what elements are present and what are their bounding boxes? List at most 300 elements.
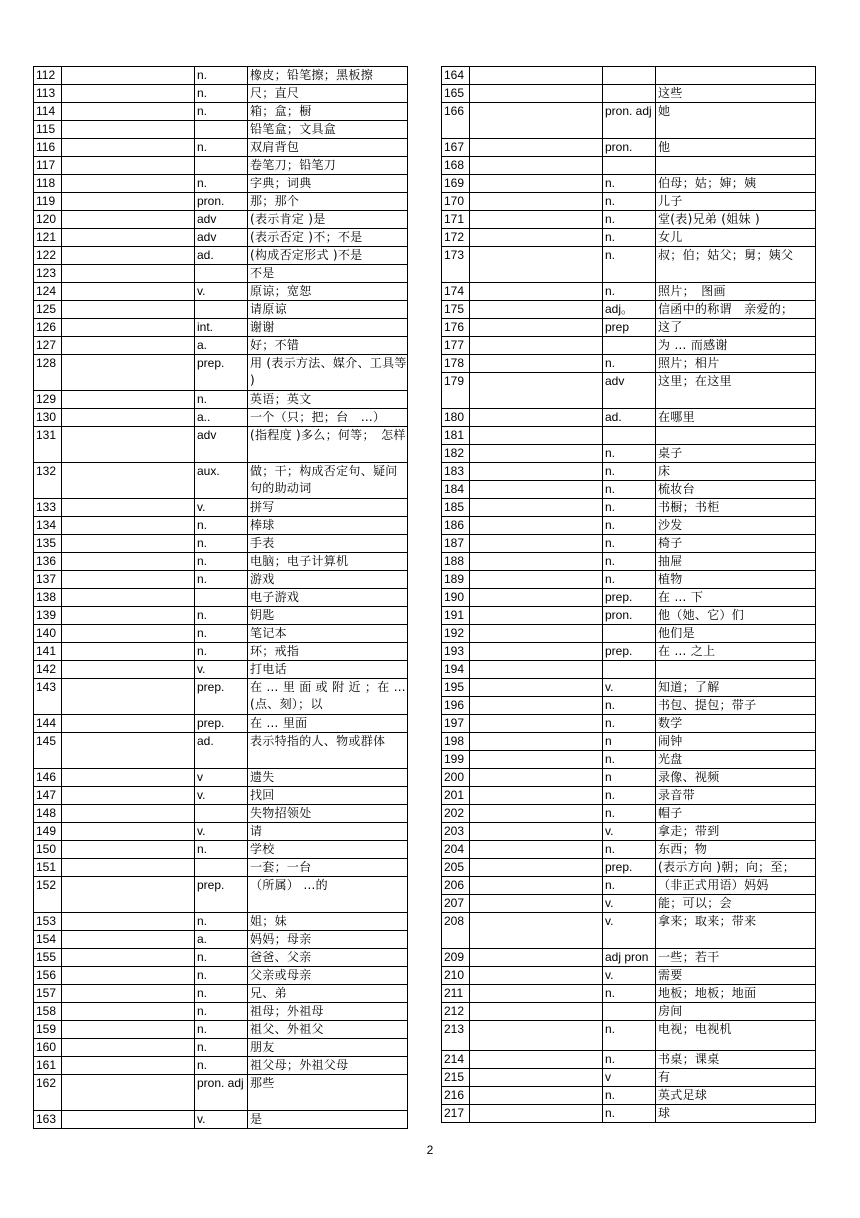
chinese-meaning: 录音带 xyxy=(656,787,816,805)
chinese-meaning xyxy=(656,427,816,445)
table-row xyxy=(34,985,408,1003)
part-of-speech: v. xyxy=(195,499,248,517)
table-row xyxy=(442,913,816,949)
entry-number: 120 xyxy=(34,211,62,229)
chinese-meaning: 信函中的称谓 亲爱的； xyxy=(656,301,816,319)
english-word-cell xyxy=(470,157,603,175)
english-word-cell xyxy=(470,517,603,535)
entry-number: 134 xyxy=(34,517,62,535)
english-word-cell xyxy=(62,859,195,877)
chinese-meaning: 表示特指的人、物或群体 xyxy=(248,733,408,769)
entry-number: 179 xyxy=(442,373,470,409)
entry-number: 165 xyxy=(442,85,470,103)
table-row xyxy=(34,1003,408,1021)
chinese-meaning: 一套；一台 xyxy=(248,859,408,877)
chinese-meaning: 桌子 xyxy=(656,445,816,463)
english-word-cell xyxy=(62,1021,195,1039)
table-row xyxy=(34,931,408,949)
chinese-meaning: 英语；英文 xyxy=(248,391,408,409)
entry-number: 196 xyxy=(442,697,470,715)
chinese-meaning: 儿子 xyxy=(656,193,816,211)
english-word-cell xyxy=(62,85,195,103)
english-word-cell xyxy=(470,535,603,553)
part-of-speech: pron. adj xyxy=(195,1075,248,1111)
chinese-meaning: 找回 xyxy=(248,787,408,805)
chinese-meaning: 棒球 xyxy=(248,517,408,535)
english-word-cell xyxy=(62,193,195,211)
entry-number: 149 xyxy=(34,823,62,841)
chinese-meaning: 书橱；书柜 xyxy=(656,499,816,517)
english-word-cell xyxy=(62,355,195,391)
entry-number: 215 xyxy=(442,1069,470,1087)
table-row xyxy=(34,859,408,877)
table-row xyxy=(34,67,408,85)
entry-number: 186 xyxy=(442,517,470,535)
chinese-meaning: 录像、视频 xyxy=(656,769,816,787)
entry-number: 166 xyxy=(442,103,470,139)
table-row xyxy=(442,229,816,247)
part-of-speech: n. xyxy=(195,553,248,571)
chinese-meaning: 橡皮；铅笔擦；黑板擦 xyxy=(248,67,408,85)
english-word-cell xyxy=(470,1105,603,1123)
english-word-cell xyxy=(470,895,603,913)
part-of-speech: n. xyxy=(195,85,248,103)
chinese-meaning: 照片； 图画 xyxy=(656,283,816,301)
table-row xyxy=(34,1039,408,1057)
chinese-meaning: 请 xyxy=(248,823,408,841)
entry-number: 133 xyxy=(34,499,62,517)
chinese-meaning: 好；不错 xyxy=(248,337,408,355)
entry-number: 154 xyxy=(34,931,62,949)
entry-number: 198 xyxy=(442,733,470,751)
chinese-meaning: 这里；在这里 xyxy=(656,373,816,409)
part-of-speech: n. xyxy=(195,1039,248,1057)
part-of-speech: v. xyxy=(603,913,656,949)
entry-number: 187 xyxy=(442,535,470,553)
entry-number: 182 xyxy=(442,445,470,463)
chinese-meaning: 兄、弟 xyxy=(248,985,408,1003)
entry-number: 121 xyxy=(34,229,62,247)
english-word-cell xyxy=(62,499,195,517)
part-of-speech: n. xyxy=(195,517,248,535)
part-of-speech: n. xyxy=(603,1021,656,1051)
part-of-speech: adv xyxy=(603,373,656,409)
table-row xyxy=(442,175,816,193)
chinese-meaning: 沙发 xyxy=(656,517,816,535)
english-word-cell xyxy=(62,535,195,553)
table-row xyxy=(442,679,816,697)
english-word-cell xyxy=(62,823,195,841)
part-of-speech: n. xyxy=(195,175,248,193)
entry-number: 158 xyxy=(34,1003,62,1021)
table-row xyxy=(34,175,408,193)
entry-number: 131 xyxy=(34,427,62,463)
chinese-meaning: 闹钟 xyxy=(656,733,816,751)
part-of-speech: prep xyxy=(603,319,656,337)
entry-number: 114 xyxy=(34,103,62,121)
chinese-meaning: 椅子 xyxy=(656,535,816,553)
entry-number: 217 xyxy=(442,1105,470,1123)
chinese-meaning: 父亲或母亲 xyxy=(248,967,408,985)
entry-number: 145 xyxy=(34,733,62,769)
chinese-meaning: 这些 xyxy=(656,85,816,103)
part-of-speech: n. xyxy=(603,985,656,1003)
part-of-speech: v. xyxy=(195,823,248,841)
chinese-meaning: (表示肯定 )是 xyxy=(248,211,408,229)
part-of-speech xyxy=(603,1003,656,1021)
entry-number: 192 xyxy=(442,625,470,643)
chinese-meaning xyxy=(656,67,816,85)
english-word-cell xyxy=(470,229,603,247)
english-word-cell xyxy=(470,985,603,1003)
entry-number: 147 xyxy=(34,787,62,805)
table-row xyxy=(34,823,408,841)
table-row xyxy=(442,553,816,571)
entry-number: 125 xyxy=(34,301,62,319)
english-word-cell xyxy=(470,841,603,859)
entry-number: 156 xyxy=(34,967,62,985)
english-word-cell xyxy=(62,1111,195,1129)
english-word-cell xyxy=(470,463,603,481)
entry-number: 140 xyxy=(34,625,62,643)
table-row xyxy=(442,589,816,607)
part-of-speech: ad. xyxy=(195,247,248,265)
table-row xyxy=(34,1057,408,1075)
english-word-cell xyxy=(470,823,603,841)
english-word-cell xyxy=(470,859,603,877)
part-of-speech: n. xyxy=(603,283,656,301)
entry-number: 205 xyxy=(442,859,470,877)
entry-number: 129 xyxy=(34,391,62,409)
page-number: 2 xyxy=(426,1143,434,1157)
table-row xyxy=(34,787,408,805)
chinese-meaning: （非正式用语）妈妈 xyxy=(656,877,816,895)
table-row xyxy=(34,139,408,157)
part-of-speech: pron. xyxy=(603,139,656,157)
entry-number: 176 xyxy=(442,319,470,337)
table-row xyxy=(442,247,816,283)
english-word-cell xyxy=(470,139,603,157)
table-row xyxy=(34,625,408,643)
english-word-cell xyxy=(62,409,195,427)
part-of-speech: n. xyxy=(195,643,248,661)
table-row xyxy=(442,211,816,229)
english-word-cell xyxy=(470,373,603,409)
table-row xyxy=(442,1003,816,1021)
part-of-speech xyxy=(195,589,248,607)
chinese-meaning: 房间 xyxy=(656,1003,816,1021)
chinese-meaning: 叔；伯；姑父；舅；姨父 xyxy=(656,247,816,283)
entry-number: 197 xyxy=(442,715,470,733)
part-of-speech: int. xyxy=(195,319,248,337)
part-of-speech xyxy=(603,337,656,355)
chinese-meaning: 这了 xyxy=(656,319,816,337)
part-of-speech: n. xyxy=(195,967,248,985)
chinese-meaning: 抽屉 xyxy=(656,553,816,571)
table-row xyxy=(34,679,408,715)
chinese-meaning: 姐；妹 xyxy=(248,913,408,931)
table-row xyxy=(442,445,816,463)
part-of-speech: prep. xyxy=(603,643,656,661)
english-word-cell xyxy=(62,283,195,301)
part-of-speech: n. xyxy=(603,1105,656,1123)
part-of-speech: prep. xyxy=(195,355,248,391)
entry-number: 177 xyxy=(442,337,470,355)
part-of-speech: n. xyxy=(195,391,248,409)
part-of-speech: n. xyxy=(603,535,656,553)
english-word-cell xyxy=(62,949,195,967)
part-of-speech: n. xyxy=(195,67,248,85)
part-of-speech: n. xyxy=(603,1051,656,1069)
chinese-meaning xyxy=(656,661,816,679)
english-word-cell xyxy=(470,1069,603,1087)
entry-number: 208 xyxy=(442,913,470,949)
english-word-cell xyxy=(470,337,603,355)
entry-number: 116 xyxy=(34,139,62,157)
english-word-cell xyxy=(62,967,195,985)
entry-number: 126 xyxy=(34,319,62,337)
english-word-cell xyxy=(62,841,195,859)
table-row xyxy=(442,895,816,913)
english-word-cell xyxy=(470,715,603,733)
table-row xyxy=(34,283,408,301)
chinese-meaning: 失物招领处 xyxy=(248,805,408,823)
chinese-meaning: 植物 xyxy=(656,571,816,589)
chinese-meaning: 书桌；课桌 xyxy=(656,1051,816,1069)
part-of-speech xyxy=(603,661,656,679)
part-of-speech: n. xyxy=(195,535,248,553)
table-row xyxy=(442,301,816,319)
table-row xyxy=(442,481,816,499)
table-row xyxy=(442,427,816,445)
vocab-table-left-body xyxy=(34,67,408,1129)
table-row xyxy=(34,337,408,355)
part-of-speech: n. xyxy=(603,877,656,895)
table-row xyxy=(34,121,408,139)
part-of-speech: v xyxy=(195,769,248,787)
part-of-speech: ad. xyxy=(603,409,656,427)
english-word-cell xyxy=(62,139,195,157)
part-of-speech: n. xyxy=(603,193,656,211)
entry-number: 210 xyxy=(442,967,470,985)
chinese-meaning: 尺；直尺 xyxy=(248,85,408,103)
english-word-cell xyxy=(62,265,195,283)
english-word-cell xyxy=(62,877,195,913)
english-word-cell xyxy=(62,463,195,499)
entry-number: 112 xyxy=(34,67,62,85)
chinese-meaning: 球 xyxy=(656,1105,816,1123)
table-row xyxy=(442,535,816,553)
chinese-meaning: 钥匙 xyxy=(248,607,408,625)
english-word-cell xyxy=(62,985,195,1003)
entry-number: 122 xyxy=(34,247,62,265)
chinese-meaning xyxy=(656,157,816,175)
table-row xyxy=(34,247,408,265)
part-of-speech xyxy=(603,85,656,103)
table-row xyxy=(442,625,816,643)
table-row xyxy=(442,463,816,481)
part-of-speech: n. xyxy=(603,715,656,733)
part-of-speech: pron. adj xyxy=(603,103,656,139)
chinese-meaning: 英式足球 xyxy=(656,1087,816,1105)
entry-number: 178 xyxy=(442,355,470,373)
entry-number: 194 xyxy=(442,661,470,679)
english-word-cell xyxy=(62,571,195,589)
table-row xyxy=(442,1105,816,1123)
table-row xyxy=(34,355,408,391)
entry-number: 138 xyxy=(34,589,62,607)
table-row xyxy=(442,805,816,823)
part-of-speech: v. xyxy=(603,967,656,985)
table-row xyxy=(442,859,816,877)
part-of-speech: adv xyxy=(195,229,248,247)
table-row xyxy=(442,877,816,895)
chinese-meaning: 她 xyxy=(656,103,816,139)
chinese-meaning: 铅笔盒；文具盒 xyxy=(248,121,408,139)
entry-number: 203 xyxy=(442,823,470,841)
english-word-cell xyxy=(470,697,603,715)
english-word-cell xyxy=(62,715,195,733)
table-row xyxy=(34,211,408,229)
english-word-cell xyxy=(470,553,603,571)
table-row xyxy=(34,769,408,787)
english-word-cell xyxy=(470,445,603,463)
entry-number: 167 xyxy=(442,139,470,157)
part-of-speech: n. xyxy=(195,1057,248,1075)
entry-number: 152 xyxy=(34,877,62,913)
entry-number: 141 xyxy=(34,643,62,661)
table-row xyxy=(34,301,408,319)
chinese-meaning: （所属） …的 xyxy=(248,877,408,913)
english-word-cell xyxy=(62,769,195,787)
table-row xyxy=(442,697,816,715)
entry-number: 213 xyxy=(442,1021,470,1051)
entry-number: 130 xyxy=(34,409,62,427)
entry-number: 159 xyxy=(34,1021,62,1039)
chinese-meaning: (表示否定 )不；不是 xyxy=(248,229,408,247)
table-row xyxy=(442,193,816,211)
entry-number: 162 xyxy=(34,1075,62,1111)
part-of-speech: n. xyxy=(195,607,248,625)
part-of-speech: n. xyxy=(603,229,656,247)
chinese-meaning: 电脑；电子计算机 xyxy=(248,553,408,571)
english-word-cell xyxy=(62,229,195,247)
chinese-meaning: 在 … 之上 xyxy=(656,643,816,661)
chinese-meaning: 卷笔刀；铅笔刀 xyxy=(248,157,408,175)
entry-number: 202 xyxy=(442,805,470,823)
english-word-cell xyxy=(62,679,195,715)
part-of-speech: v. xyxy=(195,283,248,301)
english-word-cell xyxy=(470,283,603,301)
part-of-speech: n. xyxy=(195,949,248,967)
entry-number: 184 xyxy=(442,481,470,499)
part-of-speech: prep. xyxy=(195,679,248,715)
table-row xyxy=(34,463,408,499)
chinese-meaning: 一个（只；把；台 …） xyxy=(248,409,408,427)
entry-number: 180 xyxy=(442,409,470,427)
english-word-cell xyxy=(470,661,603,679)
english-word-cell xyxy=(470,679,603,697)
part-of-speech: n xyxy=(603,733,656,751)
chinese-meaning: 是 xyxy=(248,1111,408,1129)
english-word-cell xyxy=(62,607,195,625)
part-of-speech: adv xyxy=(195,211,248,229)
table-row xyxy=(442,337,816,355)
table-row xyxy=(442,103,816,139)
chinese-meaning: 用 (表示方法、媒介、工具等 ) xyxy=(248,355,408,391)
table-row xyxy=(442,733,816,751)
part-of-speech: adj。 xyxy=(603,301,656,319)
part-of-speech: n. xyxy=(195,841,248,859)
entry-number: 164 xyxy=(442,67,470,85)
chinese-meaning: 妈妈；母亲 xyxy=(248,931,408,949)
table-row xyxy=(34,1075,408,1111)
entry-number: 118 xyxy=(34,175,62,193)
english-word-cell xyxy=(62,805,195,823)
entry-number: 144 xyxy=(34,715,62,733)
english-word-cell xyxy=(62,427,195,463)
english-word-cell xyxy=(470,1021,603,1051)
table-row xyxy=(34,733,408,769)
table-row xyxy=(34,1021,408,1039)
chinese-meaning: 不是 xyxy=(248,265,408,283)
chinese-meaning: 照片；相片 xyxy=(656,355,816,373)
table-row xyxy=(442,319,816,337)
part-of-speech: aux. xyxy=(195,463,248,499)
entry-number: 132 xyxy=(34,463,62,499)
chinese-meaning: 原谅；宽恕 xyxy=(248,283,408,301)
english-word-cell xyxy=(62,913,195,931)
part-of-speech xyxy=(195,301,248,319)
chinese-meaning: 环；戒指 xyxy=(248,643,408,661)
entry-number: 185 xyxy=(442,499,470,517)
entry-number: 139 xyxy=(34,607,62,625)
chinese-meaning: 字典；词典 xyxy=(248,175,408,193)
part-of-speech: n. xyxy=(195,985,248,1003)
entry-number: 136 xyxy=(34,553,62,571)
english-word-cell xyxy=(470,805,603,823)
chinese-meaning: 学校 xyxy=(248,841,408,859)
chinese-meaning: 女儿 xyxy=(656,229,816,247)
part-of-speech xyxy=(603,67,656,85)
entry-number: 153 xyxy=(34,913,62,931)
chinese-meaning: 请原谅 xyxy=(248,301,408,319)
table-row xyxy=(442,283,816,301)
chinese-meaning: 他 xyxy=(656,139,816,157)
part-of-speech: a.. xyxy=(195,409,248,427)
part-of-speech: n. xyxy=(603,355,656,373)
entry-number: 173 xyxy=(442,247,470,283)
table-row xyxy=(34,571,408,589)
english-word-cell xyxy=(62,1075,195,1111)
table-row xyxy=(442,157,816,175)
english-word-cell xyxy=(470,913,603,949)
part-of-speech: v. xyxy=(603,895,656,913)
part-of-speech xyxy=(603,157,656,175)
part-of-speech: n. xyxy=(603,211,656,229)
part-of-speech: v. xyxy=(195,787,248,805)
english-word-cell xyxy=(62,589,195,607)
chinese-meaning: 需要 xyxy=(656,967,816,985)
chinese-meaning: 梳妆台 xyxy=(656,481,816,499)
entry-number: 115 xyxy=(34,121,62,139)
entry-number: 214 xyxy=(442,1051,470,1069)
part-of-speech: n. xyxy=(603,841,656,859)
table-row xyxy=(442,1051,816,1069)
table-row xyxy=(442,139,816,157)
chinese-meaning: 东西；物 xyxy=(656,841,816,859)
english-word-cell xyxy=(470,733,603,751)
